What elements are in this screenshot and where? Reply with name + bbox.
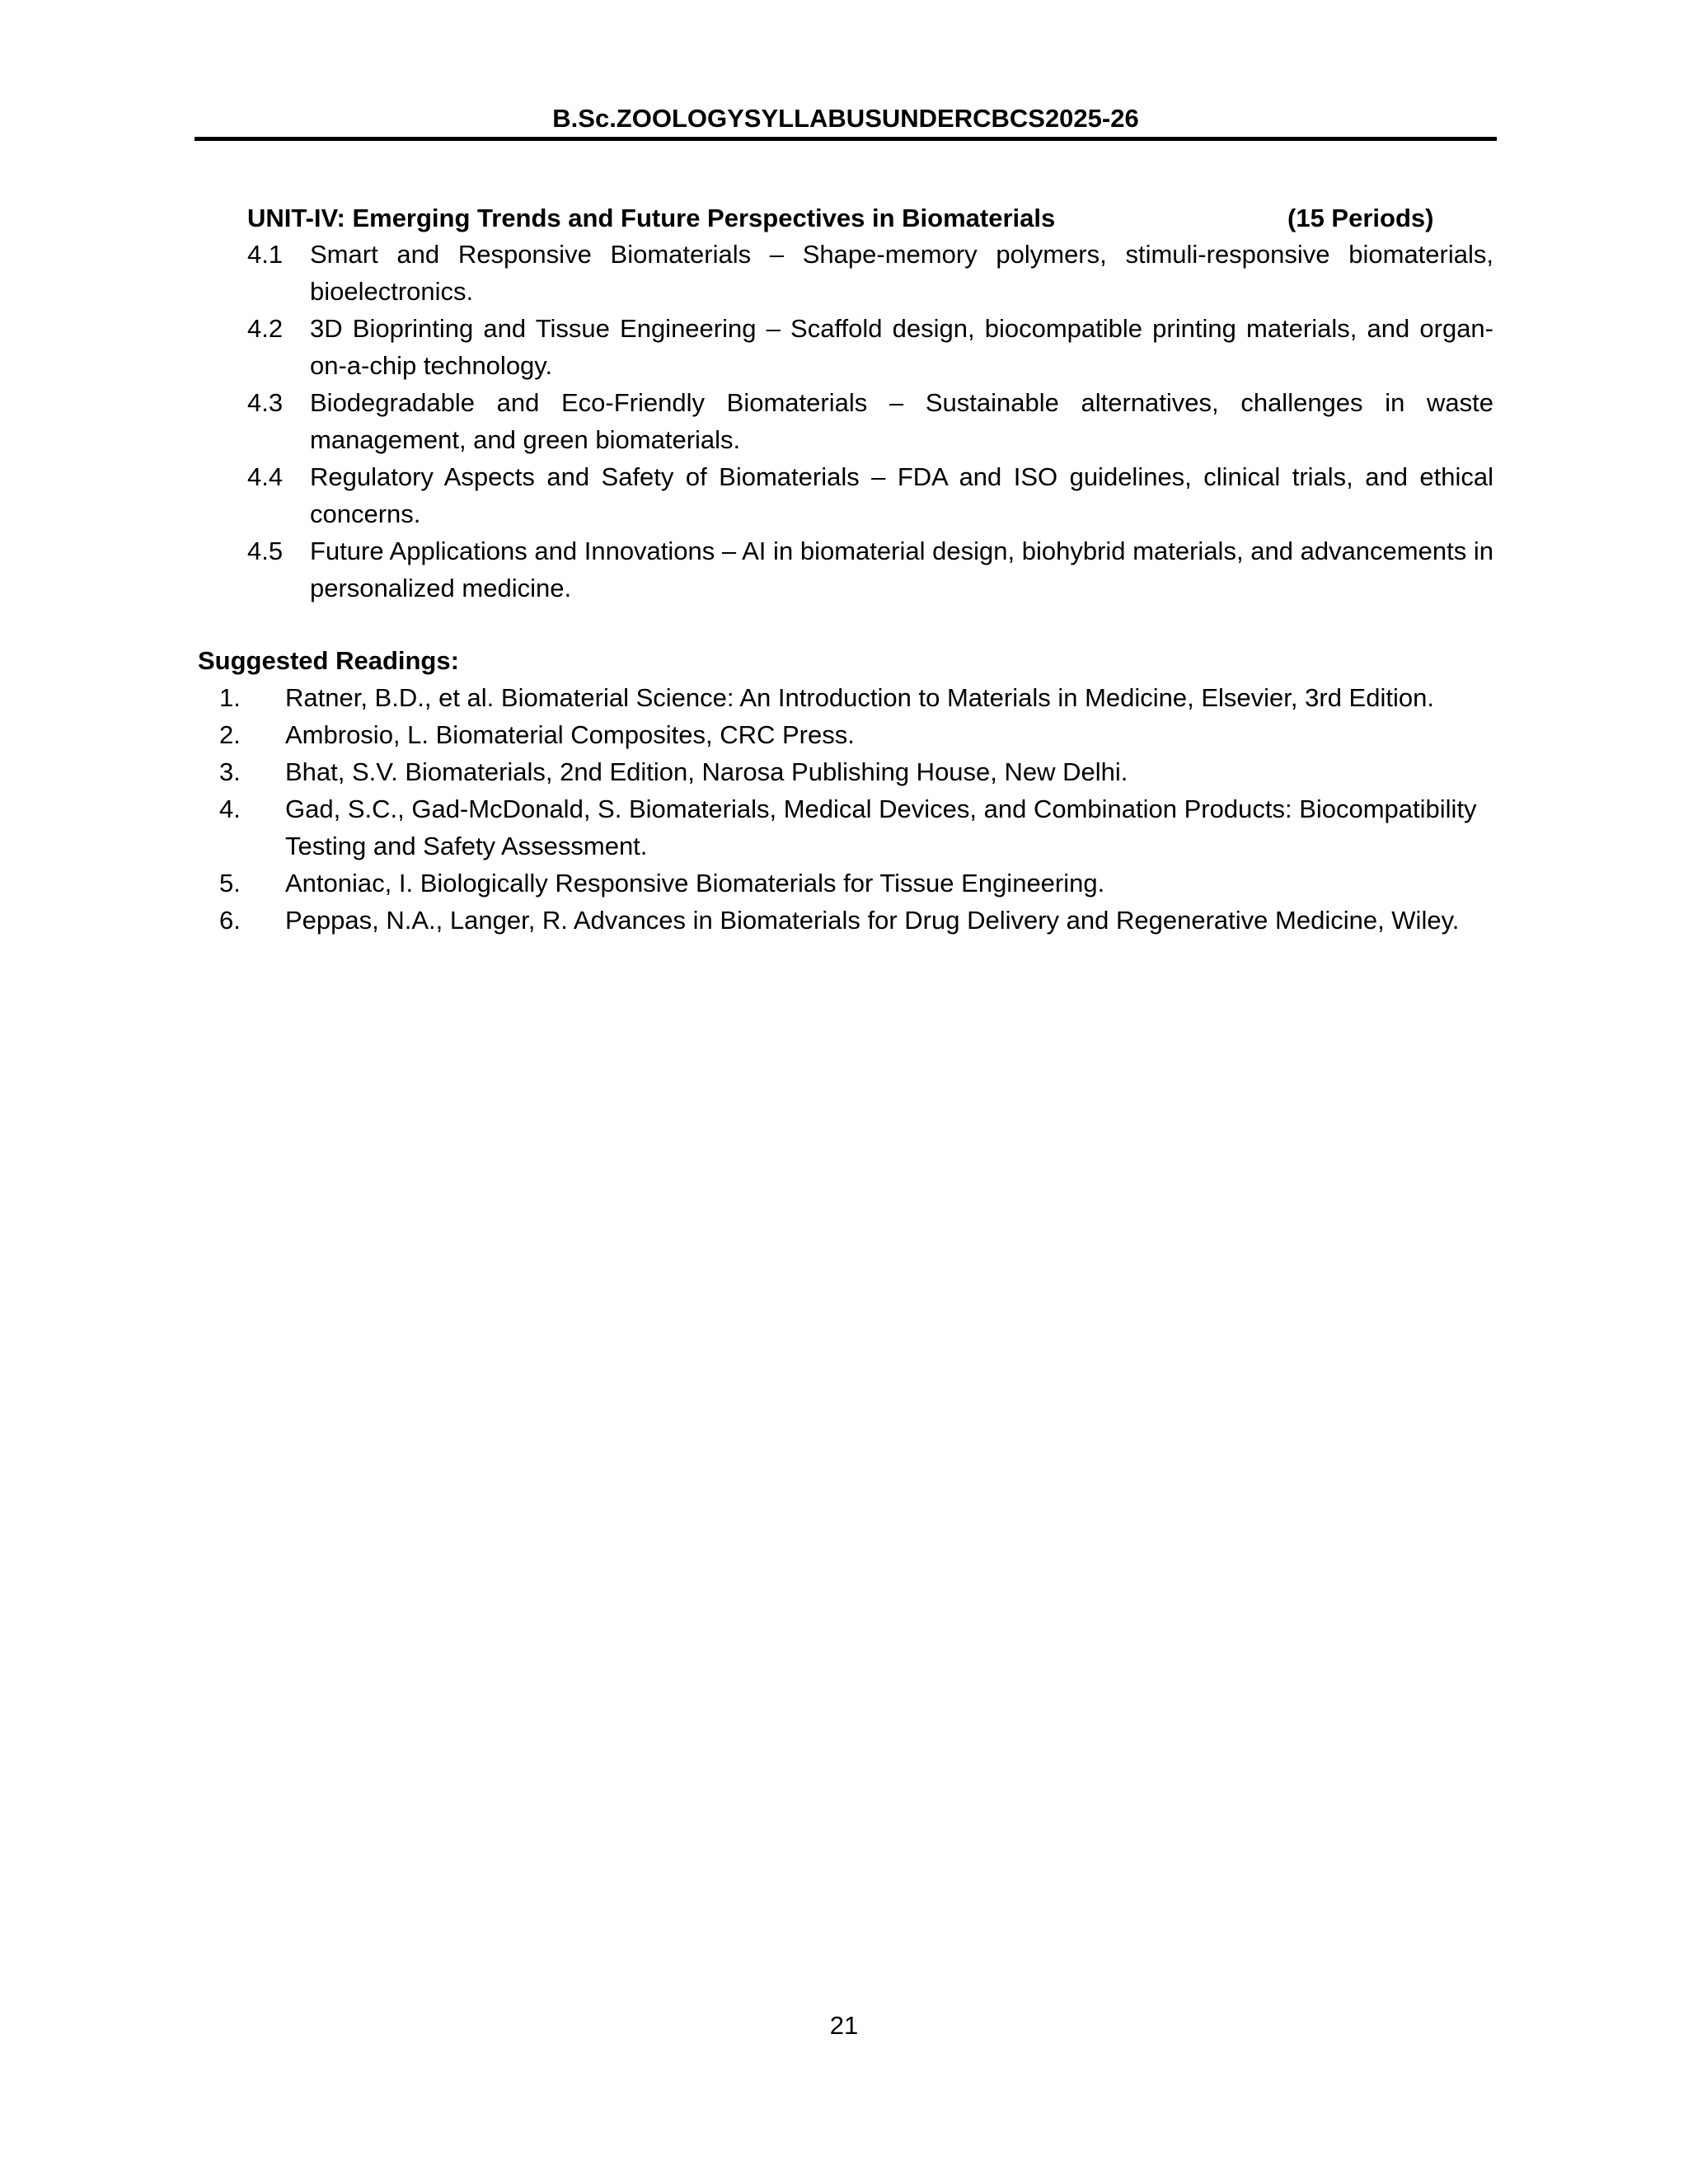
unit-title: UNIT-IV: Emerging Trends and Future Perspectives in Biomaterials xyxy=(247,204,1056,232)
unit-topic-list xyxy=(247,236,1493,607)
reading-item xyxy=(219,753,1493,790)
topic-item xyxy=(247,532,1493,607)
header-divider xyxy=(195,137,1497,141)
reading-number: 1. xyxy=(219,683,241,712)
topic-number: 4.2 xyxy=(247,314,284,343)
reading-number: 6. xyxy=(219,906,241,935)
reading-text: Ratner, B.D., et al. Biomaterial Science: An Introduction to Materials in Medicine, Elsevier, 3rd Edition. xyxy=(285,683,1434,712)
suggested-readings-heading: Suggested Readings: xyxy=(198,646,459,675)
topic-item xyxy=(247,458,1493,532)
topic-text: 3D Bioprinting and Tissue Engineering – Scaffold design, biocompatible printing materials, and organ-on-a-chip technology. xyxy=(310,314,1493,380)
reading-item xyxy=(219,679,1493,716)
reading-number: 4. xyxy=(219,794,241,823)
reading-number: 5. xyxy=(219,869,241,898)
page-header: B.Sc.ZOOLOGYSYLLABUSUNDERCBCS2025-26 xyxy=(552,104,1139,133)
reading-item xyxy=(219,902,1493,939)
unit-periods: (15 Periods) xyxy=(1287,204,1434,232)
topic-item xyxy=(247,310,1493,384)
reading-number: 3. xyxy=(219,757,241,786)
topic-number: 4.3 xyxy=(247,388,284,417)
reading-text: Bhat, S.V. Biomaterials, 2nd Edition, Narosa Publishing House, New Delhi. xyxy=(285,757,1128,786)
topic-text: Regulatory Aspects and Safety of Biomaterials – FDA and ISO guidelines, clinical trials, and ethical concerns. xyxy=(310,462,1493,528)
reading-text: Antoniac, I. Biologically Responsive Biomaterials for Tissue Engineering. xyxy=(285,869,1105,898)
topic-text: Future Applications and Innovations – AI in biomaterial design, biohybrid materials, and advancements in personalized medicine. xyxy=(310,537,1493,602)
reading-text: Peppas, N.A., Langer, R. Advances in Biomaterials for Drug Delivery and Regenerative Medicine, Wiley. xyxy=(285,906,1460,935)
topic-number: 4.4 xyxy=(247,462,284,491)
reading-item xyxy=(219,790,1493,865)
page-number: 21 xyxy=(829,2011,859,2040)
topic-number: 4.1 xyxy=(247,240,284,269)
topic-text: Smart and Responsive Biomaterials – Shape-memory polymers, stimuli-responsive biomaterials, bioelectronics. xyxy=(310,240,1493,306)
topic-text: Biodegradable and Eco-Friendly Biomaterials – Sustainable alternatives, challenges in waste management, and green biomaterials. xyxy=(310,388,1493,454)
reading-number: 2. xyxy=(219,720,241,749)
reading-text: Ambrosio, L. Biomaterial Composites, CRC Press. xyxy=(285,720,855,749)
reading-item xyxy=(219,716,1493,753)
topic-number: 4.5 xyxy=(247,537,284,565)
unit-heading xyxy=(247,198,1493,239)
reading-text: Gad, S.C., Gad-McDonald, S. Biomaterials, Medical Devices, and Combination Products: Biocompatibility Testing and Safety Assessment. xyxy=(285,794,1477,860)
topic-item xyxy=(247,236,1493,310)
reading-item xyxy=(219,865,1493,902)
suggested-readings-list xyxy=(219,679,1493,939)
topic-item xyxy=(247,384,1493,458)
